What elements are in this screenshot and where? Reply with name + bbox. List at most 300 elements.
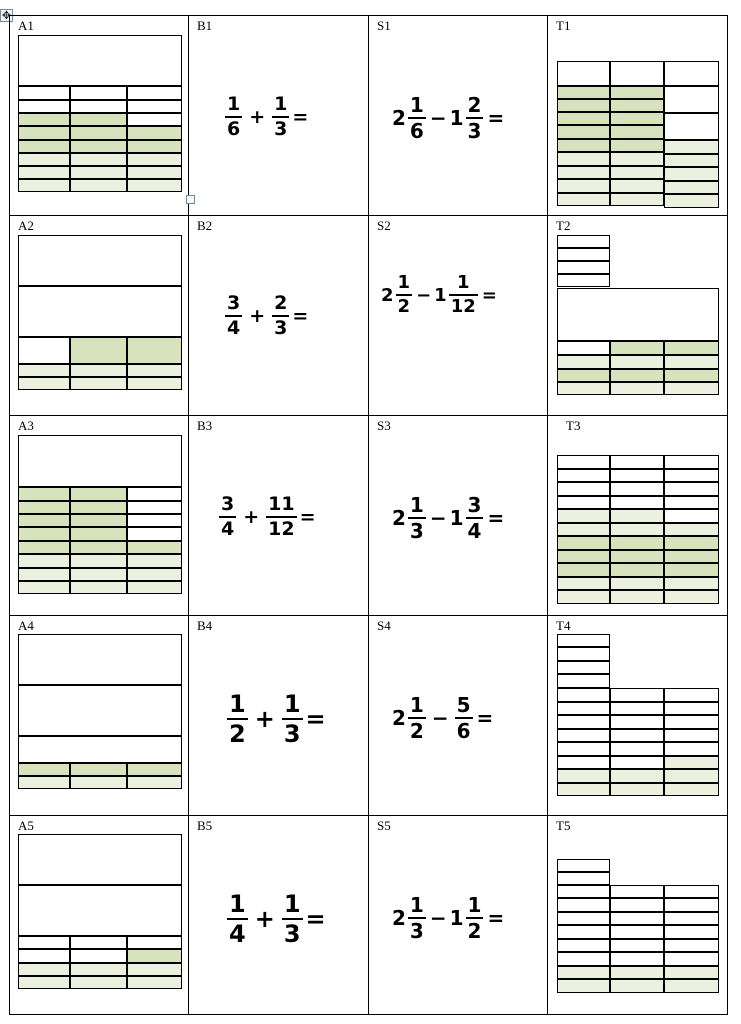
model-a4-cell — [70, 776, 127, 789]
model-t1-cell — [610, 86, 664, 99]
model-t1-cell — [610, 179, 664, 193]
model-t4-cell — [557, 634, 610, 647]
model-t4-cell — [610, 715, 664, 729]
model-t1-cell — [557, 86, 610, 99]
equals-sign: = — [487, 906, 505, 930]
model-t1-cell — [557, 61, 610, 86]
cell-label-t3: T3 — [566, 418, 581, 433]
expression-s4 — [392, 695, 496, 741]
model-t3-cell — [610, 523, 664, 536]
denominator: 2 — [229, 720, 246, 748]
model-t4-cell — [664, 783, 719, 796]
model-t4-cell — [610, 783, 664, 796]
model-t1-cell — [557, 166, 610, 179]
model-t3-cell — [610, 469, 664, 482]
model-t1-cell — [610, 125, 664, 139]
model-t2-cell — [557, 341, 610, 355]
model-t1-cell — [664, 154, 719, 167]
model-t4-cell — [664, 729, 719, 742]
model-t1-cell — [610, 61, 664, 86]
model-t2-cell — [610, 382, 664, 395]
model-a3-cell — [70, 581, 127, 594]
model-a5-cell — [70, 976, 127, 989]
cell-label-b2: B2 — [197, 218, 213, 233]
expression-s2 — [381, 274, 500, 316]
numerator: 1 — [409, 493, 424, 517]
numerator: 3 — [467, 493, 482, 517]
model-a1-cell — [127, 113, 182, 126]
model-a4-cell — [70, 763, 127, 776]
denominator: 2 — [397, 296, 411, 317]
model-a5-cell — [70, 949, 127, 963]
equals-sign: = — [292, 106, 309, 128]
expression-s3 — [392, 495, 507, 541]
model-t1-cell — [557, 125, 610, 139]
model-t4-cell — [664, 715, 719, 729]
model-t4-cell — [557, 769, 610, 783]
row-divider — [9, 615, 728, 616]
model-t4-cell — [557, 688, 610, 702]
model-t5-cell — [610, 912, 664, 925]
numerator: 1 — [409, 893, 424, 917]
model-t3-cell — [610, 563, 664, 577]
model-a3-strip — [18, 435, 182, 487]
operator: − — [429, 506, 447, 530]
model-t5-cell — [557, 912, 610, 925]
whole-number: 2 — [392, 906, 406, 930]
equals-sign: = — [481, 284, 497, 306]
numerator: 1 — [456, 272, 470, 293]
model-a1-strip — [18, 35, 182, 86]
whole-number: 1 — [449, 906, 464, 930]
model-t3-cell — [664, 536, 719, 550]
model-a1-cell — [18, 100, 70, 113]
model-t3-cell — [610, 577, 664, 590]
model-t4-cell — [557, 729, 610, 742]
model-t5-cell — [557, 939, 610, 952]
denominator: 2 — [467, 919, 482, 943]
model-a5-cell — [127, 963, 182, 976]
cell-label-b4: B4 — [197, 618, 213, 633]
model-a3-cell — [127, 554, 182, 568]
model-a1-cell — [70, 166, 127, 179]
operator: − — [416, 284, 432, 306]
denominator: 3 — [467, 119, 482, 143]
equals-sign: = — [305, 705, 326, 733]
model-a4-cell — [18, 763, 70, 776]
model-t2-cell — [610, 369, 664, 382]
model-t2-cell — [664, 355, 719, 369]
whole-number: 2 — [381, 284, 394, 306]
equals-sign: = — [476, 706, 494, 730]
model-t2-cell — [557, 261, 610, 274]
model-a3-cell — [127, 514, 182, 527]
model-t2-cell — [557, 369, 610, 382]
model-t1-cell — [610, 112, 664, 125]
model-t3-cell — [664, 550, 719, 563]
equals-sign: = — [487, 506, 505, 530]
denominator: 6 — [456, 719, 471, 743]
model-a3-cell — [70, 541, 127, 554]
model-a3-cell — [127, 501, 182, 514]
numerator: 1 — [467, 893, 482, 917]
whole-number: 1 — [449, 506, 464, 530]
denominator: 4 — [221, 518, 235, 540]
whole-number: 1 — [449, 106, 464, 130]
operator: + — [254, 905, 275, 933]
model-t3-cell — [557, 563, 610, 577]
row-divider — [9, 815, 728, 816]
cell-label-a3: A3 — [18, 418, 34, 433]
model-t3-cell — [610, 496, 664, 509]
cell-label-a1: A1 — [18, 18, 34, 33]
numerator: 1 — [229, 690, 246, 718]
model-a1-cell — [70, 126, 127, 140]
expression-b3 — [218, 495, 318, 539]
expression-s1 — [392, 95, 507, 141]
model-a5-cell — [70, 936, 127, 949]
model-a5-cell — [127, 936, 182, 949]
model-a1-cell — [70, 179, 127, 192]
model-t2-cell — [664, 341, 719, 355]
whole-number: 2 — [392, 706, 406, 730]
model-a1-cell — [70, 113, 127, 126]
model-t1-cell — [610, 99, 664, 112]
model-t1-cell — [664, 113, 719, 140]
model-t5-cell — [664, 939, 719, 952]
cell-label-s1: S1 — [377, 18, 391, 33]
model-a1-cell — [18, 179, 70, 192]
equals-sign: = — [299, 506, 316, 528]
model-t1-cell — [557, 99, 610, 112]
model-a1-cell — [127, 140, 182, 153]
model-a1-cell — [127, 126, 182, 140]
model-a3-cell — [18, 514, 70, 527]
model-a1-cell — [18, 166, 70, 179]
model-t5-cell — [557, 885, 610, 898]
model-t2-cell — [557, 274, 610, 287]
model-t4-cell — [664, 688, 719, 702]
model-t5-cell — [664, 966, 719, 979]
model-a2-cell — [18, 377, 70, 390]
model-t5-cell — [557, 966, 610, 979]
model-t1-cell — [610, 152, 664, 166]
model-a1-cell — [70, 153, 127, 166]
model-a1-cell — [18, 126, 70, 140]
model-t5-cell — [664, 952, 719, 966]
equals-sign: = — [292, 305, 309, 327]
model-a2-cell — [70, 377, 127, 390]
model-a2-strip — [18, 286, 182, 337]
model-t1-cell — [610, 166, 664, 179]
cell-label-a4: A4 — [18, 618, 34, 633]
model-a3-cell — [18, 568, 70, 581]
equals-sign: = — [305, 905, 326, 933]
model-a3-cell — [70, 568, 127, 581]
model-t4-cell — [664, 756, 719, 769]
model-t4-cell — [557, 742, 610, 756]
model-t4-cell — [610, 729, 664, 742]
model-a2-strip — [18, 235, 182, 286]
model-t5-cell — [557, 925, 610, 939]
cell-label-b3: B3 — [197, 418, 213, 433]
model-a2-cell — [18, 364, 70, 377]
expression-b1 — [224, 95, 310, 139]
numerator: 1 — [283, 690, 301, 718]
denominator: 4 — [467, 519, 482, 543]
model-t2-cell — [557, 355, 610, 369]
model-t5-cell — [557, 979, 610, 993]
model-t1-cell — [610, 193, 664, 206]
denominator: 12 — [450, 296, 476, 317]
model-t4-cell — [610, 702, 664, 715]
numerator: 1 — [227, 93, 241, 115]
model-a3-cell — [127, 541, 182, 554]
column-divider — [188, 15, 189, 1015]
model-a3-cell — [18, 541, 70, 554]
operator: + — [254, 705, 275, 733]
resize-handle[interactable] — [186, 195, 195, 204]
model-t3-cell — [610, 482, 664, 496]
model-t2-strip — [557, 288, 719, 341]
model-a3-cell — [70, 487, 127, 501]
model-t3-cell — [610, 509, 664, 523]
model-t4-cell — [664, 702, 719, 715]
model-t3-cell — [664, 590, 719, 604]
model-t5-cell — [664, 979, 719, 993]
model-a5-strip — [18, 834, 182, 885]
numerator: 1 — [397, 272, 411, 293]
model-a3-cell — [70, 501, 127, 514]
model-a3-cell — [18, 554, 70, 568]
model-t1-cell — [557, 179, 610, 193]
model-t4-cell — [664, 769, 719, 783]
numerator: 1 — [283, 890, 301, 918]
model-a4-strip — [18, 736, 182, 763]
expression-b4 — [226, 692, 328, 746]
model-a3-cell — [127, 487, 182, 501]
model-t1-cell — [557, 139, 610, 152]
model-t1-cell — [557, 112, 610, 125]
column-divider — [368, 15, 369, 1015]
model-t3-cell — [610, 536, 664, 550]
model-t4-cell — [557, 783, 610, 796]
operator: + — [249, 106, 266, 128]
model-t3-cell — [557, 509, 610, 523]
operator: − — [429, 906, 447, 930]
model-a3-cell — [127, 568, 182, 581]
model-a4-cell — [127, 763, 182, 776]
model-a1-cell — [18, 86, 70, 100]
model-t3-cell — [557, 536, 610, 550]
cell-label-t2: T2 — [556, 218, 571, 233]
model-t5-cell — [610, 952, 664, 966]
model-t2-cell — [664, 369, 719, 382]
model-a3-cell — [70, 514, 127, 527]
model-a3-cell — [70, 527, 127, 541]
model-t1-cell — [664, 181, 719, 194]
model-a3-cell — [18, 487, 70, 501]
model-t3-cell — [557, 523, 610, 536]
model-a3-cell — [127, 527, 182, 541]
model-t2-cell — [610, 341, 664, 355]
numerator: 5 — [456, 693, 471, 717]
model-t4-cell — [557, 674, 610, 688]
model-a1-cell — [127, 153, 182, 166]
cell-label-t1: T1 — [556, 18, 571, 33]
model-a4-cell — [127, 776, 182, 789]
numerator: 1 — [274, 93, 288, 115]
numerator: 3 — [227, 292, 241, 314]
denominator: 4 — [229, 920, 246, 948]
model-t2-cell — [557, 382, 610, 395]
model-t3-cell — [557, 577, 610, 590]
model-a5-cell — [18, 963, 70, 976]
model-t4-cell — [610, 688, 664, 702]
model-t4-cell — [557, 702, 610, 715]
model-t5-cell — [557, 952, 610, 966]
model-a3-cell — [18, 581, 70, 594]
row-divider — [9, 215, 728, 216]
model-a1-cell — [127, 100, 182, 113]
model-t2-cell — [557, 235, 610, 248]
model-a5-cell — [70, 963, 127, 976]
model-t3-cell — [610, 550, 664, 563]
model-t5-cell — [610, 925, 664, 939]
cell-label-s4: S4 — [377, 618, 391, 633]
model-t3-cell — [557, 455, 610, 469]
model-t5-cell — [664, 898, 719, 912]
numerator: 1 — [409, 693, 424, 717]
numerator: 3 — [221, 493, 235, 515]
denominator: 4 — [227, 317, 241, 339]
cell-label-a2: A2 — [18, 218, 34, 233]
model-a2-cell — [70, 337, 127, 364]
model-t1-cell — [664, 167, 719, 181]
model-t5-cell — [664, 912, 719, 925]
model-t4-cell — [557, 715, 610, 729]
model-t1-cell — [557, 152, 610, 166]
model-t3-cell — [664, 523, 719, 536]
denominator: 6 — [227, 118, 241, 140]
model-t1-cell — [664, 194, 719, 208]
cell-label-a5: A5 — [18, 818, 34, 833]
model-a5-cell — [18, 976, 70, 989]
model-t3-cell — [557, 496, 610, 509]
model-a3-cell — [127, 581, 182, 594]
model-t3-cell — [664, 509, 719, 523]
operator: − — [431, 706, 449, 730]
operator: + — [243, 506, 260, 528]
model-a1-cell — [18, 153, 70, 166]
model-t3-cell — [664, 482, 719, 496]
model-a2-cell — [18, 337, 70, 364]
model-t3-cell — [610, 455, 664, 469]
numerator: 2 — [274, 292, 288, 314]
model-t5-cell — [610, 898, 664, 912]
model-t5-cell — [610, 939, 664, 952]
cell-label-t5: T5 — [556, 818, 571, 833]
model-a5-cell — [18, 949, 70, 963]
model-t5-cell — [610, 885, 664, 898]
equals-sign: = — [487, 106, 505, 130]
model-t3-cell — [664, 496, 719, 509]
cell-label-s2: S2 — [377, 218, 391, 233]
model-t1-cell — [557, 193, 610, 206]
denominator: 3 — [283, 720, 301, 748]
model-t3-cell — [664, 577, 719, 590]
model-t4-cell — [557, 756, 610, 769]
model-t4-cell — [610, 769, 664, 783]
whole-number: 2 — [392, 506, 406, 530]
denominator: 3 — [274, 317, 288, 339]
whole-number: 1 — [434, 284, 447, 306]
cell-label-t4: T4 — [556, 618, 571, 633]
numerator: 1 — [229, 890, 246, 918]
model-t5-cell — [557, 898, 610, 912]
model-a3-cell — [18, 501, 70, 514]
model-t3-cell — [557, 482, 610, 496]
model-a1-cell — [127, 86, 182, 100]
numerator: 1 — [409, 93, 424, 117]
operator: + — [249, 305, 266, 327]
model-t3-cell — [610, 590, 664, 604]
operator: − — [429, 106, 447, 130]
model-a4-cell — [18, 776, 70, 789]
model-t4-cell — [557, 661, 610, 674]
model-a1-cell — [18, 140, 70, 153]
model-t3-cell — [664, 563, 719, 577]
column-divider — [547, 15, 548, 1015]
model-a2-cell — [127, 364, 182, 377]
denominator: 2 — [409, 719, 424, 743]
denominator: 3 — [274, 118, 288, 140]
numerator: 2 — [467, 93, 482, 117]
model-t5-cell — [557, 859, 610, 872]
model-a1-cell — [70, 86, 127, 100]
numerator: 11 — [268, 493, 295, 515]
denominator: 12 — [268, 518, 295, 540]
cell-label-b1: B1 — [197, 18, 213, 33]
model-t3-cell — [664, 455, 719, 469]
expression-s5 — [392, 895, 507, 941]
model-t1-cell — [664, 86, 719, 113]
denominator: 3 — [409, 519, 424, 543]
model-a1-cell — [18, 113, 70, 126]
model-t5-cell — [610, 966, 664, 979]
model-t4-cell — [664, 742, 719, 756]
model-a5-cell — [18, 936, 70, 949]
model-a1-cell — [70, 140, 127, 153]
model-t4-cell — [610, 756, 664, 769]
table-move-handle-icon[interactable]: ✥ — [1, 9, 12, 22]
model-t3-cell — [664, 469, 719, 482]
expression-b2 — [224, 294, 310, 338]
model-a3-cell — [70, 554, 127, 568]
model-a1-cell — [127, 179, 182, 192]
model-t3-cell — [557, 590, 610, 604]
whole-number: 2 — [392, 106, 406, 130]
cell-label-b5: B5 — [197, 818, 213, 833]
model-a3-cell — [18, 527, 70, 541]
row-divider — [9, 415, 728, 416]
model-t2-cell — [610, 355, 664, 369]
model-a5-cell — [127, 949, 182, 963]
model-a4-strip — [18, 685, 182, 736]
model-a5-strip — [18, 885, 182, 936]
model-t3-cell — [557, 550, 610, 563]
model-a1-cell — [127, 166, 182, 179]
